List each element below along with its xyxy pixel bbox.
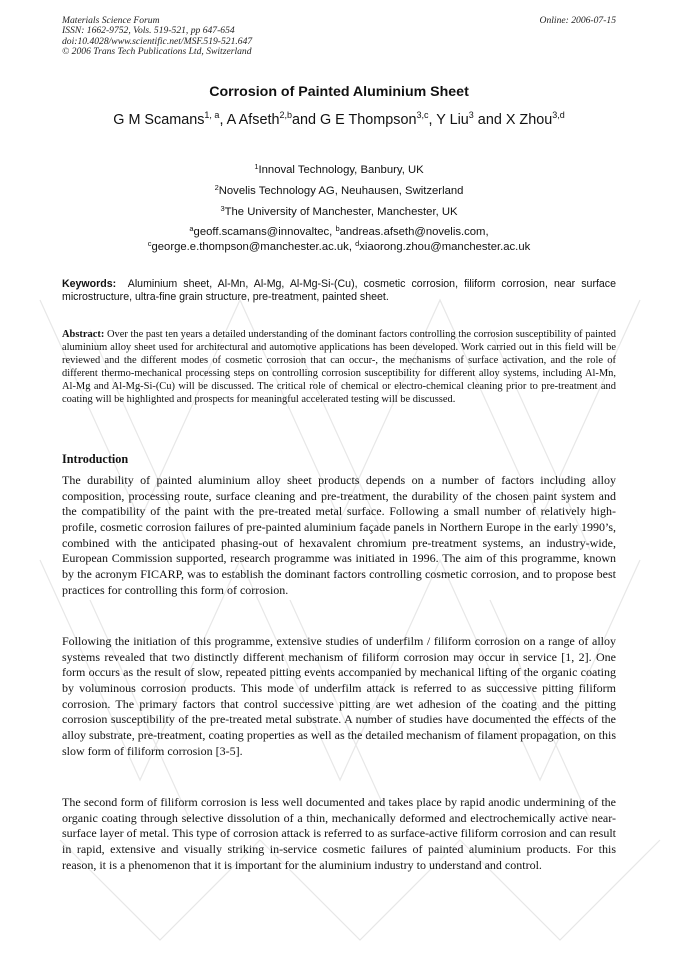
email-link[interactable]: andreas.afseth@novelis.com, bbox=[339, 226, 489, 238]
email-superscript: d bbox=[355, 239, 360, 248]
abstract-label: Abstract: bbox=[62, 329, 105, 340]
abstract-text: Over the past ten years a detailed understanding of the dominant factors controlling the corrosion susceptibility of painted aluminium alloy sheet used for architectural and automotive applications has been developed. Work carried out in this field will be reviewed and the different modes of cosmetic corrosion that can occur-, the mechanisms of surface activation, and the role of different thermo-mechanical processing steps on controlling corrosion susceptibility for different alloy systems, including Al-Mn, Al-Mg and Al-Mg-Si-(Cu) will be discussed. The critical role of chemical or electro-chemical cleaning prior to pre-treatment and coating will be highlighted and prospects for meaningful accelerated testing will be discussed. bbox=[62, 329, 617, 406]
doi-line: doi:10.4028/www.scientific.net/MSF.519-521.647 bbox=[62, 35, 253, 47]
author-name: G M Scamans bbox=[113, 112, 205, 128]
affiliation-text: Novelis Technology AG, Neuhausen, Switzerland bbox=[218, 185, 464, 197]
author-superscript: 3,d bbox=[552, 110, 565, 120]
author-name: and G E Thompson bbox=[291, 112, 417, 128]
keywords-label: Keywords: bbox=[62, 278, 117, 290]
author-name: , Y Liu bbox=[428, 112, 469, 128]
issn-line: ISSN: 1662-9752, Vols. 519-521, pp 647-654 bbox=[62, 25, 235, 37]
affiliation-superscript: 1 bbox=[254, 162, 259, 171]
journal-header bbox=[62, 16, 252, 58]
affiliation-text: The University of Manchester, Manchester, UK bbox=[224, 206, 458, 218]
email-superscript: c bbox=[147, 239, 152, 248]
email-superscript: a bbox=[189, 224, 194, 233]
intro-paragraph-3: The second form of filiform corrosion is less well documented and takes place by rapid anodic undermining of the organic coating through selective dissolution of a thin, mechanically deformed and electrochemically active near-surface layer of metal. This type of corrosion attack is referred to as surface-active filiform corrosion and can result in rapid, extensive and visually striking in-service cosmetic failures of painted aluminium products. For this reason, it is a phenomenon that it is important for the aluminium industry to understand and control. bbox=[62, 795, 616, 872]
author-list bbox=[0, 112, 678, 128]
author-superscript: 3 bbox=[468, 110, 474, 120]
author-name: , A Afseth bbox=[219, 112, 280, 128]
affiliation-3 bbox=[0, 206, 678, 218]
section-heading-introduction: Introduction bbox=[62, 452, 129, 466]
email-line-1 bbox=[0, 226, 678, 238]
affiliation-superscript: 3 bbox=[220, 204, 225, 213]
journal-name: Materials Science Forum bbox=[62, 15, 160, 26]
intro-paragraph-1: The durability of painted aluminium alloy sheet products depends on a number of factors including alloy composition, processing route, surface cleaning and pre-treatment, the durability of the chosen paint system and the compatibility of the paint with the pre-treated metal surface. Following a small number of relatively high-profile, cosmetic corrosion failures of pre-painted aluminium façade panels in Northern Europe in the early 1990’s, combined with the anticipated phasing-out of hexavalent chromium pre-treatment systems, an industry-wide, European Commission supported, research programme was initiated in 1996. The aim of this programme, known by the acronym FICARP, was to establish the dominant factors controlling cosmetic corrosion, and to propose best practices for controlling this form of corrosion. bbox=[62, 473, 616, 597]
affiliation-superscript: 2 bbox=[214, 183, 219, 192]
copyright-line: © 2006 Trans Tech Publications Ltd, Switzerland bbox=[62, 46, 252, 58]
author-name: and X Zhou bbox=[473, 112, 553, 128]
author-superscript: 1, a bbox=[204, 110, 220, 120]
affiliation-text: Innoval Technology, Banbury, UK bbox=[258, 164, 424, 176]
keywords-text: Aluminium sheet, Al-Mn, Al-Mg, Al-Mg-Si-(Cu), cosmetic corrosion, filiform corrosion, near surface microstructure, ultra-fine grain structure, pre-treatment, painted sheet. bbox=[62, 278, 616, 303]
abstract bbox=[62, 328, 616, 407]
author-superscript: 3,c bbox=[416, 110, 429, 120]
email-superscript: b bbox=[335, 224, 340, 233]
paper-title: Corrosion of Painted Aluminium Sheet bbox=[209, 84, 469, 100]
intro-paragraph-2: Following the initiation of this programme, extensive studies of underfilm / filiform corrosion on a range of alloy systems revealed that two distinctly different mechanism of filiform corrosion may occur in service [1, 2]. One form occurs as the result of slow, repeated pitting events accompanied by mechanical lifting of the organic coating by voluminous corrosion products. This mode of underfilm attack is referred to as successive pitting filiform corrosion. The primary factors that control successive pitting are wet adhesion of the coating and the pitting corrosion susceptibility of the pre-treated metal substrate. A number of studies have documented the effects of the alloy substrate, pre-treatment, coating properties as well as the detailed mechanism of filament propagation, on this slow form of filiform corrosion [3-5]. bbox=[62, 634, 616, 758]
affiliation-2 bbox=[0, 185, 678, 197]
online-date: Online: 2006-07-15 bbox=[539, 15, 616, 26]
email-line-2 bbox=[0, 241, 678, 253]
keywords bbox=[62, 278, 616, 304]
email-link[interactable]: geoff.scamans@innovaltec, bbox=[193, 226, 336, 238]
email-link[interactable]: xiaorong.zhou@manchester.ac.uk bbox=[359, 241, 531, 253]
email-link[interactable]: george.e.thompson@manchester.ac.uk, bbox=[151, 241, 356, 253]
author-superscript: 2,b bbox=[279, 110, 292, 120]
affiliation-1 bbox=[0, 164, 678, 176]
